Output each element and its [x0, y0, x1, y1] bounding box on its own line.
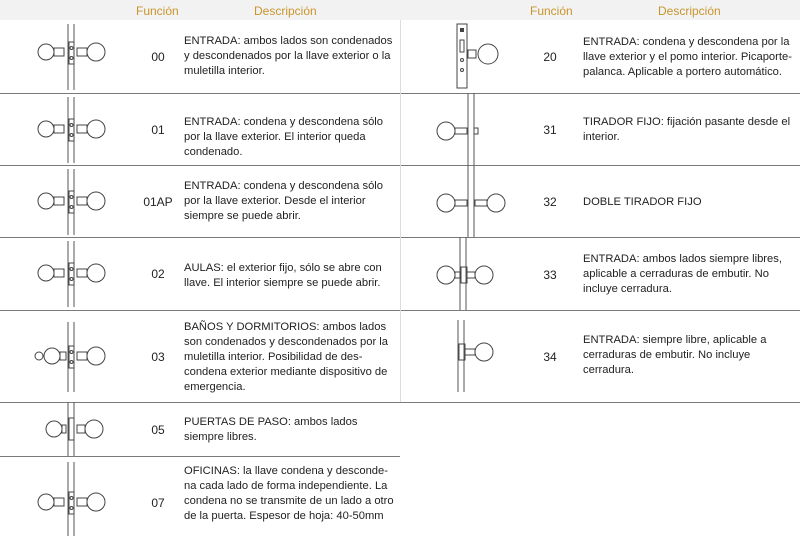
table-row [0, 93, 400, 166]
function-code: 33 [543, 268, 557, 282]
table-row [400, 165, 800, 238]
right-header [400, 0, 800, 20]
office-lock-illustration [30, 462, 110, 536]
function-code: 07 [151, 496, 165, 510]
function-description: ENTRADA: ambos lados son condenados y descondenados por la llave exterior o la muletilla interior. [184, 35, 393, 77]
function-code: 03 [151, 350, 165, 364]
table-row [0, 237, 400, 311]
function-description: DOBLE TIRADOR FIJO [583, 196, 702, 208]
right-header-descripcion: Descripción [658, 4, 721, 18]
double-fixed-pull-illustration [430, 165, 530, 237]
function-code: 34 [543, 350, 557, 364]
table-row [400, 93, 800, 166]
table-row [400, 310, 800, 403]
table-row [0, 165, 400, 238]
function-code: 31 [543, 123, 557, 137]
table-row [0, 456, 400, 538]
passage-knob-illustration [30, 402, 110, 456]
function-code: 02 [151, 267, 165, 281]
lock-knob-key-illustration [30, 241, 110, 307]
function-code: 01AP [143, 195, 173, 209]
lever-latch-illustration [430, 20, 530, 93]
mortise-knob-illustration [430, 237, 530, 310]
fixed-pull-illustration [430, 93, 530, 165]
table-row [0, 402, 400, 457]
lock-knob-key-illustration [30, 97, 110, 163]
function-description: ENTRADA: ambos lados siempre libres, aplicable a cerraduras de embutir. No incluye cerradura. [583, 253, 782, 295]
function-description: ENTRADA: condena y descondena sólo por la llave exterior. Desde el interior siempre se puede abrir. [184, 180, 384, 222]
function-description: TIRADOR FIJO: fijación pasante desde el interior. [583, 116, 791, 143]
mortise-single-knob-illustration [430, 320, 530, 392]
lock-knob-key-illustration [30, 169, 110, 235]
function-description: ENTRADA: siempre libre, aplicable a cerraduras de embutir. No incluye cerradura. [583, 334, 767, 376]
function-description: ENTRADA: condena y descondena por la llave exterior y el pomo interior. Picaporte-palanca. Aplicable a portero automático. [583, 36, 792, 78]
column-divider [400, 20, 401, 402]
lock-knob-key-illustration [30, 24, 110, 90]
left-header [0, 0, 400, 20]
table-row [400, 20, 800, 94]
left-header-funcion: Función [136, 4, 179, 18]
function-description: AULAS: el exterior fijo, sólo se abre con llave. El interior siempre se puede abrir. [184, 262, 382, 289]
table-row [0, 310, 400, 403]
table-row [0, 20, 400, 94]
function-code: 32 [543, 195, 557, 209]
right-header-funcion: Función [530, 4, 573, 18]
function-description: OFICINAS: la llave condena y desconde-na cada lado de forma independiente. La condena no se transmite de un lado a otro de la puerta. Espesor de hoja: 40-50mm [184, 465, 394, 522]
left-header-descripcion: Descripción [254, 4, 317, 18]
function-code: 01 [151, 123, 165, 137]
function-description: ENTRADA: condena y descondena sólo por la llave exterior. El interior queda condenado. [184, 116, 384, 158]
lock-knob-turn-illustration [30, 322, 110, 392]
function-code: 00 [151, 50, 165, 64]
function-code: 20 [543, 50, 557, 64]
function-code: 05 [151, 423, 165, 437]
function-description: PUERTAS DE PASO: ambos lados siempre libres. [184, 416, 358, 443]
function-description: BAÑOS Y DORMITORIOS: ambos lados son condenados y descondenados por la muletilla interior. Posibilidad de des-condena exterior mediante dispositivo de emergencia. [184, 321, 389, 393]
table-row [400, 237, 800, 311]
